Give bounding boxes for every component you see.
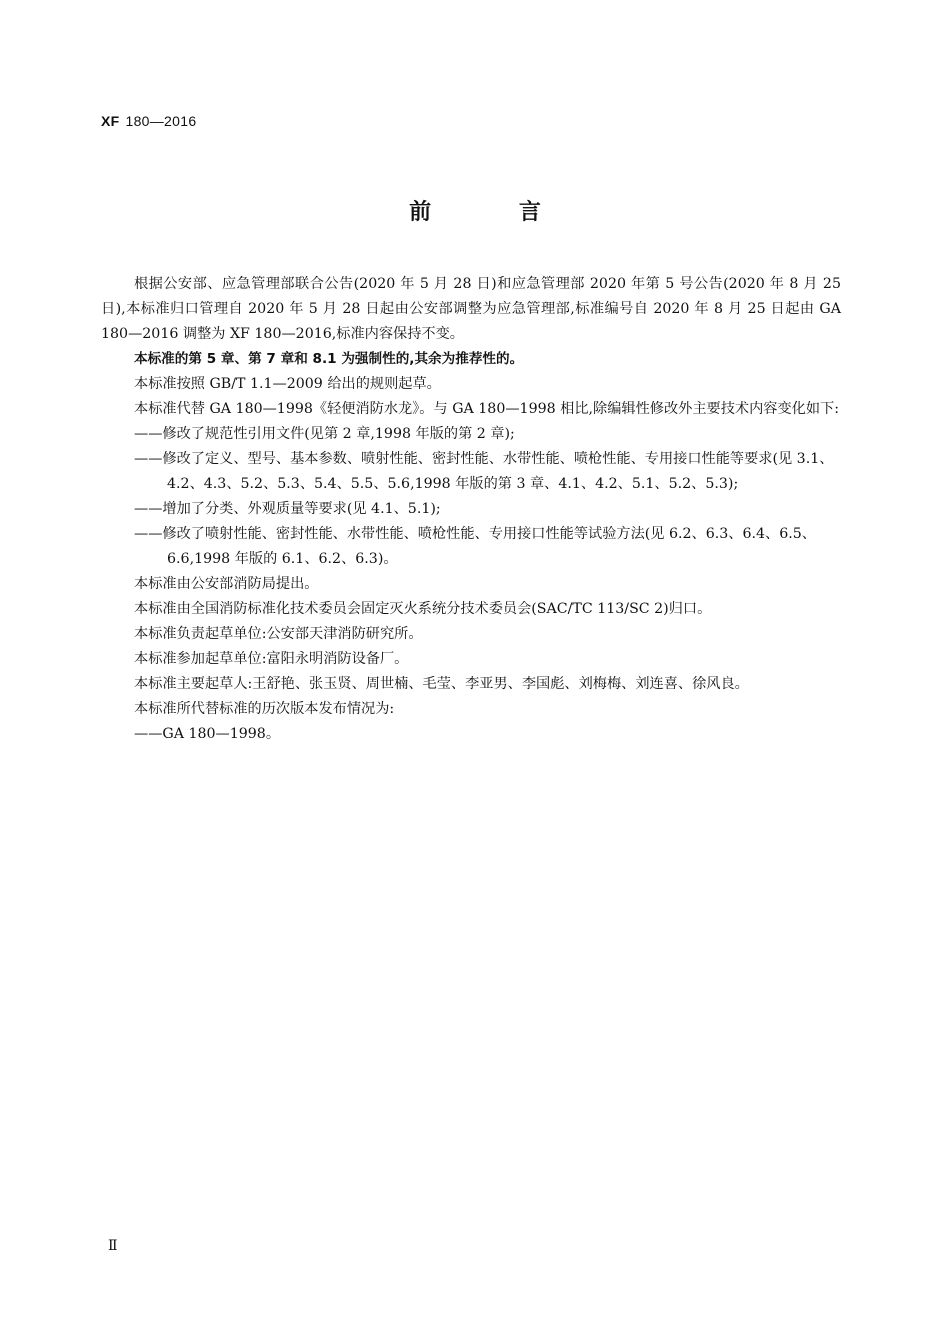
paragraph-drafting-rules: 本标准按照 GB/T 1.1—2009 给出的规则起草。 [134,376,441,392]
paragraph-replacement: 本标准代替 GA 180—1998《轻便消防水龙》。与 GA 180—1998 相比,除编辑性修改外主要技术内容变化如下: [134,401,840,417]
change-item: —— 修改了喷射性能、密封性能、水带性能、喷枪性能、专用接口性能等试验方法(见 6.2、6.3、6.4、6.5、6.6,1998 年版的 6.1、6.2、6.3)。 [101,522,841,572]
foreword-body [101,272,841,747]
paragraph-history: 本标准所代替标准的历次版本发布情况为: [134,701,395,717]
change-item: —— 修改了规范性引用文件(见第 2 章,1998 年版的第 2 章); [101,422,841,447]
change-item: —— 增加了分类、外观质量等要求(见 4.1、5.1); [101,497,841,522]
standard-code [101,113,196,129]
paragraph-committee: 本标准由全国消防标准化技术委员会固定灭火系统分技术委员会(SAC/TC 113/SC 2)归口。 [134,601,712,617]
paragraph-drafters: 本标准主要起草人:王舒艳、张玉贤、周世楠、毛莹、李亚男、李国彪、刘梅梅、刘连喜、徐风良。 [134,676,749,692]
paragraph-mandatory-clauses: 本标准的第 5 章、第 7 章和 8.1 为强制性的,其余为推荐性的。 [134,351,524,367]
paragraph-lead-drafter: 本标准负责起草单位:公安部天津消防研究所。 [134,626,423,642]
paragraph-proposer: 本标准由公安部消防局提出。 [134,576,319,592]
page-number: Ⅱ [108,1238,118,1254]
standard-code-prefix: XF [101,113,120,129]
change-item: —— 修改了定义、型号、基本参数、喷射性能、密封性能、水带性能、喷枪性能、专用接口性能等要求(见 3.1、4.2、4.3、5.2、5.3、5.4、5.5、5.6,1998 年版的第 3 章、4.1、4.2、5.1、5.2、5.3); [101,447,841,497]
history-item: —— GA 180—1998。 [101,722,841,747]
page-title: 前 言 [409,200,581,225]
paragraph-announcement: 根据公安部、应急管理部联合公告(2020 年 5 月 28 日)和应急管理部 2020 年第 5 号公告(2020 年 8 月 25 日),本标准归口管理自 2020 年 5 月 28 日起由公安部调整为应急管理部,标准编号自 2020 年 8 月 25 日起由 GA 180—2016 调整为 XF 180—2016,标准内容保持不变。 [101,276,841,342]
paragraph-participating-drafter: 本标准参加起草单位:富阳永明消防设备厂。 [134,651,409,667]
standard-code-number: 180—2016 [125,113,197,129]
